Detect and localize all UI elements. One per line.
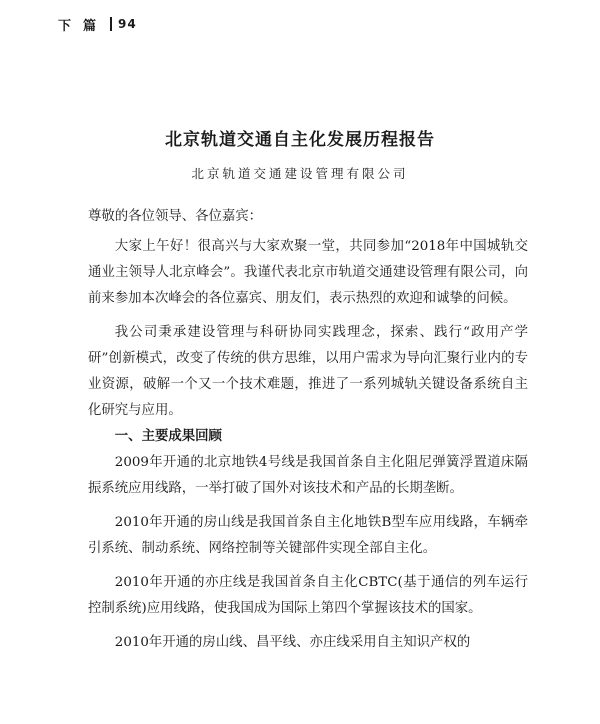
achievement-paragraph: 2010年开通的房山线、昌平线、亦庄线采用自主知识产权的: [114, 635, 471, 650]
document-title: 北京轨道交通自主化发展历程报告: [165, 130, 435, 150]
section-heading: 一、主要成果回顾: [114, 429, 222, 444]
running-header: [58, 15, 137, 33]
page-number: 94: [118, 17, 137, 31]
achievement-paragraph: 2010年开通的亦庄线是我国首条自主化CBTC(基于通信的列车运行控制系统)应用线路，使我国成为国际上第四个掌握该技术的国家。: [88, 575, 528, 616]
header-separator: [110, 17, 112, 31]
achievement-paragraph: 2009年开通的北京地铁4号线是我国首条自主化阻尼弹簧浮置道床隔振系统应用线路，一举打破了国外对该技术和产品的长期垄断。: [88, 455, 528, 496]
section-label: 下篇: [58, 18, 109, 34]
greeting: 尊敬的各位领导、各位嘉宾：: [88, 209, 263, 224]
achievement-paragraph: 2010年开通的房山线是我国首条自主化地铁B型车应用线路，车辆牵引系统、制动系统、网络控制等关键部件实现全部自主化。: [88, 515, 528, 556]
document-body: [88, 204, 528, 656]
organization-name: 北京轨道交通建设管理有限公司: [191, 166, 409, 181]
paragraph: 大家上午好！很高兴与大家欢聚一堂，共同参加“2018年中国城轨交通业主领导人北京峰会”。我谨代表北京市轨道交通建设管理有限公司，向前来参加本次峰会的各位嘉宾、朋友们，表示热烈的欢迎和诚挚的问候。: [88, 239, 528, 306]
paragraph: 我公司秉承建设管理与科研协同实践理念，探索、践行“政用产学研”创新模式，改变了传统的供方思维，以用户需求为导向汇聚行业内的专业资源，破解一个又一个技术难题，推进了一系列城轨关键设备系统自主化研究与应用。: [88, 325, 528, 418]
